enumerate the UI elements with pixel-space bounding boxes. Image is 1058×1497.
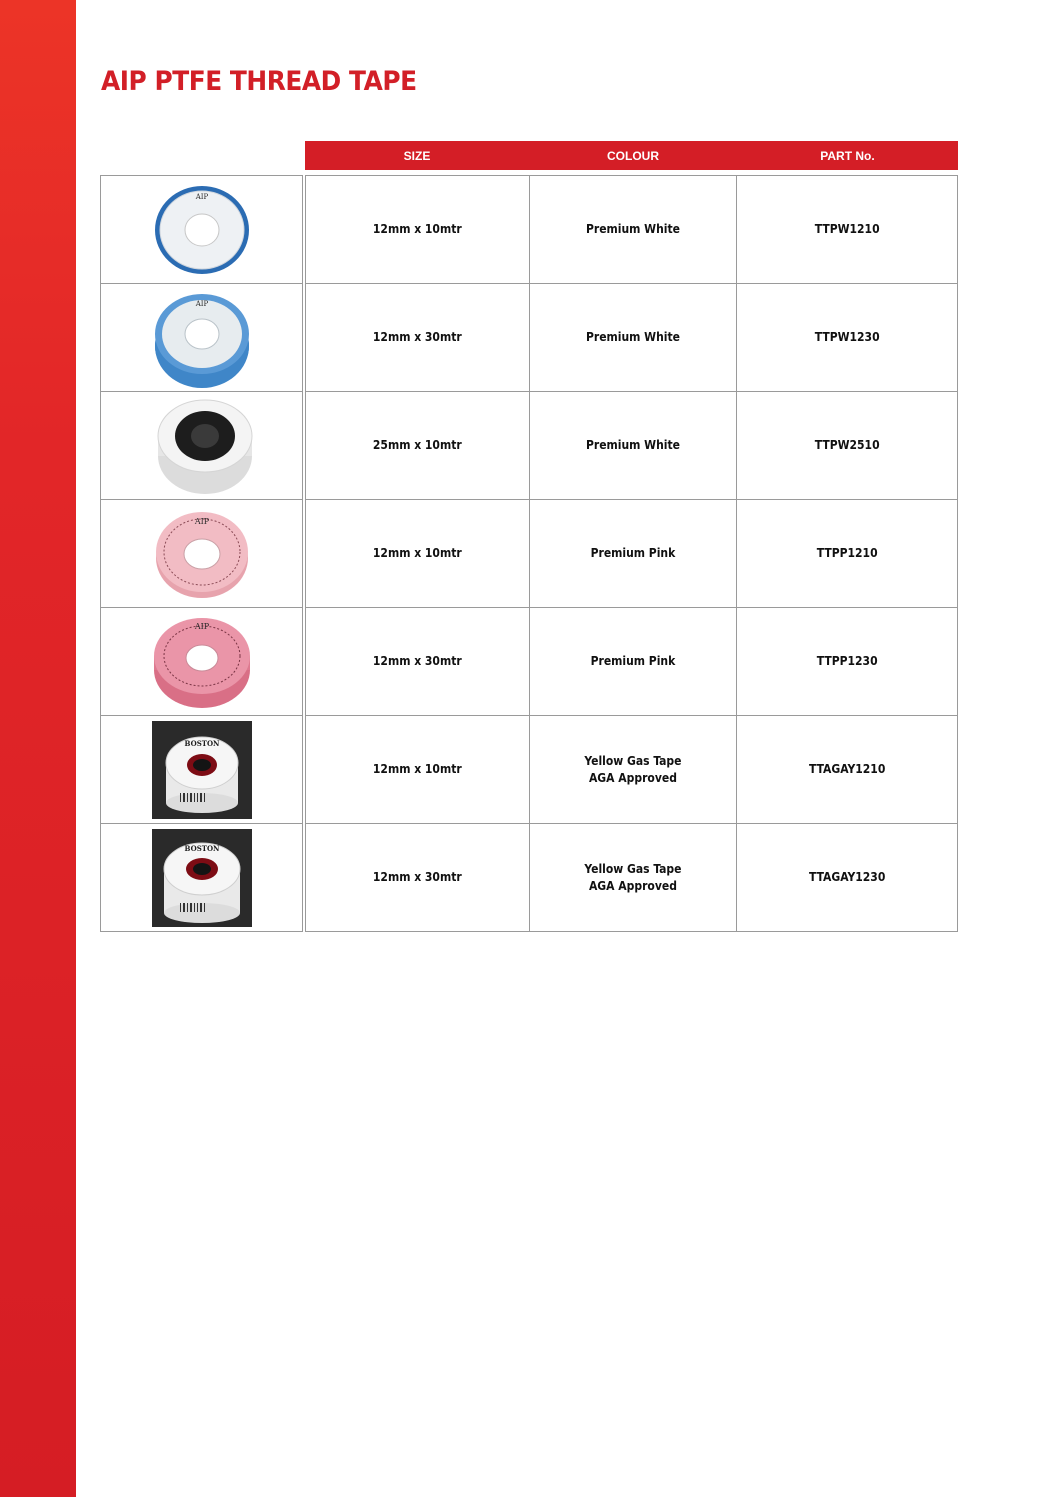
size-cell: 12mm x 30mtr — [306, 608, 530, 716]
header-colour: COLOUR — [607, 148, 659, 163]
size-cell: 12mm x 30mtr — [306, 824, 530, 932]
pink-tape-roll-image — [147, 504, 257, 604]
table-row — [306, 824, 958, 932]
table-row — [306, 608, 958, 716]
colour-cell — [529, 392, 737, 500]
pink-tape-roll-large-image — [147, 612, 257, 712]
table-row — [306, 392, 958, 500]
size-cell: 12mm x 10mtr — [306, 500, 530, 608]
roll-label: AIP — [194, 516, 209, 526]
product-image-cell — [101, 284, 302, 392]
part-number-cell: TTPP1230 — [737, 608, 958, 716]
colour-line: Premium Pink — [590, 546, 676, 560]
colour-line: AGA Approved — [588, 770, 677, 785]
product-image-cell — [101, 824, 302, 931]
colour-line: Premium White — [585, 222, 680, 236]
colour-cell — [529, 500, 737, 608]
boston-gas-tape-roll-image — [152, 721, 252, 819]
part-number-cell: TTPW1210 — [737, 176, 958, 284]
colour-line: Yellow Gas Tape — [584, 861, 682, 876]
product-image-cell — [101, 500, 302, 608]
colour-line: Yellow Gas Tape — [584, 753, 682, 768]
part-number-cell: TTAGAY1210 — [737, 716, 958, 824]
table-row — [306, 176, 958, 284]
colour-line: Premium Pink — [590, 654, 676, 668]
colour-cell — [529, 824, 737, 932]
table-row — [306, 500, 958, 608]
part-number-cell: TTPW1230 — [737, 284, 958, 392]
header-size: SIZE — [403, 148, 431, 163]
product-image-cell — [101, 716, 302, 824]
colour-cell — [529, 716, 737, 824]
colour-cell — [529, 176, 737, 284]
roll-label: BOSTON — [184, 843, 219, 853]
header-part-number: PART No. — [820, 148, 875, 163]
colour-line: Premium White — [585, 438, 680, 452]
size-cell: 12mm x 30mtr — [306, 284, 530, 392]
size-cell: 12mm x 10mtr — [306, 716, 530, 824]
size-cell: 12mm x 10mtr — [306, 176, 530, 284]
product-image-cell — [101, 608, 302, 716]
colour-cell — [529, 284, 737, 392]
roll-label: BOSTON — [184, 738, 219, 748]
product-image-cell — [101, 392, 302, 500]
part-number-cell: TTAGAY1230 — [737, 824, 958, 932]
part-number-cell: TTPP1210 — [737, 500, 958, 608]
side-accent-bar — [0, 0, 76, 1497]
roll-label: AIP — [195, 192, 208, 201]
part-number-cell: TTPW2510 — [737, 392, 958, 500]
page-title: AIP PTFE THREAD TAPE — [101, 66, 417, 97]
colour-cell — [529, 608, 737, 716]
white-tape-roll-wide-image — [147, 396, 257, 496]
roll-label: AIP — [194, 621, 209, 631]
table-row — [306, 284, 958, 392]
table-header — [305, 141, 958, 170]
roll-label: AIP — [195, 299, 208, 308]
colour-line: AGA Approved — [588, 878, 677, 893]
product-image-column — [100, 175, 303, 932]
boston-gas-tape-roll-large-image — [152, 829, 252, 927]
blue-tape-roll-image — [147, 180, 257, 280]
product-table — [305, 175, 958, 932]
colour-line: Premium White — [585, 330, 680, 344]
size-cell: 25mm x 10mtr — [306, 392, 530, 500]
table-row — [306, 716, 958, 824]
blue-tape-roll-large-image — [147, 288, 257, 388]
product-image-cell — [101, 176, 302, 284]
